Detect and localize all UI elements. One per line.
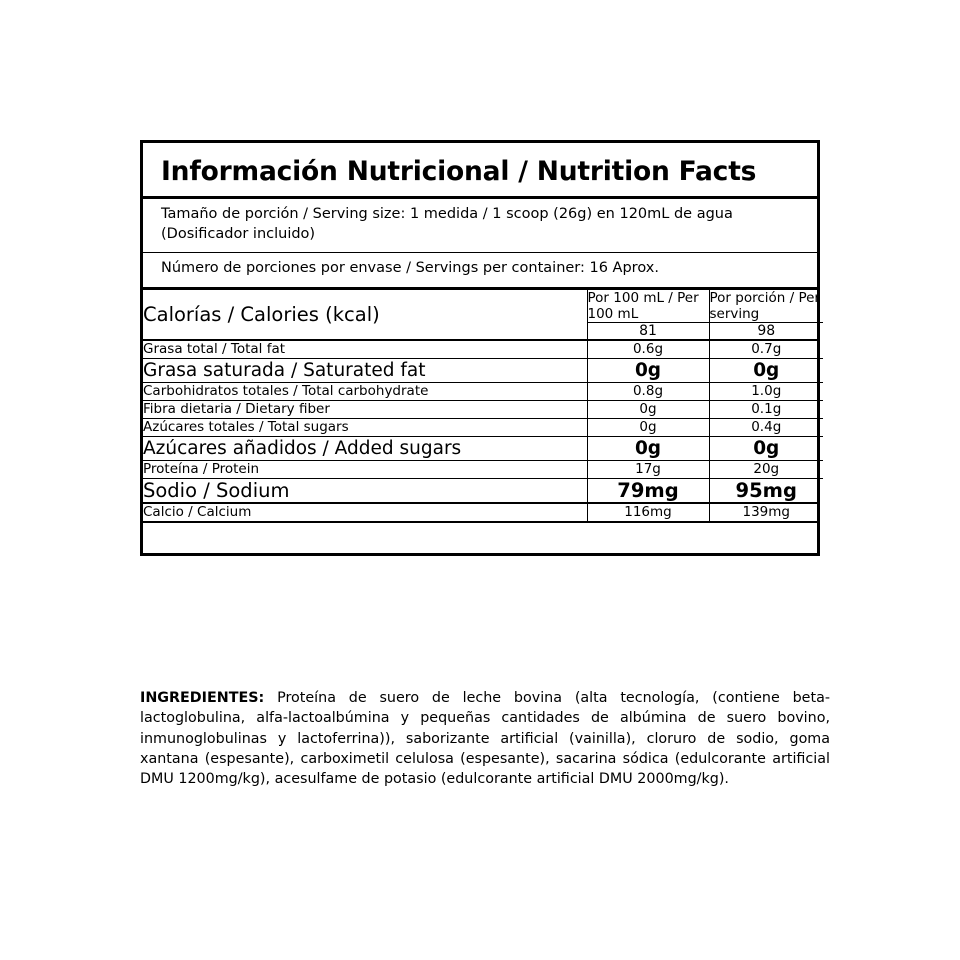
row-value-dietary-fiber-per100: 0g: [587, 401, 709, 419]
minerals-table: [143, 504, 823, 521]
row-value-sodium-perserving: 95mg: [709, 478, 823, 502]
row-label-protein: Proteína / Protein: [143, 460, 587, 478]
row-label-total-carbohydrate: Carbohidratos totales / Total carbohydrate: [143, 383, 587, 401]
row-label-calcium: Calcio / Calcium: [143, 504, 252, 521]
panel-title: Información Nutricional / Nutrition Facts: [161, 156, 757, 187]
nutrition-table: [143, 290, 823, 339]
table-row: [143, 504, 823, 521]
serving-info: [143, 199, 817, 252]
table-row: [143, 478, 823, 502]
row-value-total-carbohydrate-per100: 0.8g: [587, 383, 709, 401]
servings-per-container: [143, 253, 817, 287]
row-value-total-sugars-perserving: 0.4g: [709, 418, 823, 436]
row-label-total-fat: Grasa total / Total fat: [143, 341, 286, 358]
ingredients-text: Proteína de suero de leche bovina (alta tecnología, (contiene beta-lactoglobulina, alfa-lactoalbúmina y pequeñas cantidades de albúmina de suero bovino, inmunoglobulinas y lactoferrina)), saborizante artificial (vainilla), cloruro de sodio, goma xantana (espesante), carboximetil celulosa (espesante), sacarina sódica (edulcorante artificial DMU 1200mg/kg), acesulfame de potasio (edulcorante artificial DMU 2000mg/kg).: [140, 690, 830, 788]
row-value-total-fat-per100: 0.6g: [587, 341, 709, 358]
table-row: [143, 401, 823, 419]
ingredients-section: [140, 688, 830, 789]
servings-per-container-text: Número de porciones por envase / Servings per container: 16 Aprox.: [161, 260, 659, 277]
calories-label: Calorías / Calories (kcal): [143, 302, 380, 326]
row-value-protein-perserving: 20g: [709, 460, 823, 478]
row-value-added-sugars-perserving: 0g: [709, 436, 823, 460]
row-label-dietary-fiber: Fibra dietaria / Dietary fiber: [143, 401, 587, 419]
row-value-protein-per100: 17g: [587, 460, 709, 478]
row-label-saturated-fat: Grasa saturada / Saturated fat: [143, 359, 587, 383]
table-row: [143, 359, 823, 383]
nutrition-facts-panel: [140, 140, 820, 556]
row-label-sodium: Sodio / Sodium: [143, 478, 587, 502]
calories-per-serving: 98: [709, 323, 823, 340]
row-value-sodium-per100: 79mg: [587, 478, 709, 502]
table-row: [143, 341, 823, 358]
row-value-total-carbohydrate-perserving: 1.0g: [709, 383, 823, 401]
row-value-dietary-fiber-perserving: 0.1g: [709, 401, 823, 419]
row-value-total-fat-perserving: 0.7g: [709, 341, 823, 358]
row-label-total-sugars: Azúcares totales / Total sugars: [143, 418, 587, 436]
table-row: [143, 383, 823, 401]
row-value-saturated-fat-per100: 0g: [587, 359, 709, 383]
column-header-per-serving: Por porción / Per serving: [709, 290, 823, 323]
ingredients-heading: INGREDIENTES:: [140, 690, 265, 706]
table-row: [143, 460, 823, 478]
column-header-per-100ml: Por 100 mL / Per 100 mL: [587, 290, 709, 323]
row-value-saturated-fat-perserving: 0g: [709, 359, 823, 383]
calories-per-100ml: 81: [587, 323, 709, 340]
row-value-added-sugars-per100: 0g: [587, 436, 709, 460]
row-value-calcium-perserving: 139mg: [709, 504, 823, 521]
serving-size-text: Tamaño de porción / Serving size: 1 medida / 1 scoop (26g) en 120mL de agua (Dosificador incluido): [161, 206, 733, 242]
table-row-calories-header: [143, 290, 823, 323]
table-row: [143, 436, 823, 460]
nutrients-table: [143, 341, 823, 502]
row-value-calcium-per100: 116mg: [587, 504, 709, 521]
panel-bottom-space: [143, 523, 817, 553]
row-label-added-sugars: Azúcares añadidos / Added sugars: [143, 436, 587, 460]
row-value-total-sugars-per100: 0g: [587, 418, 709, 436]
table-row: [143, 418, 823, 436]
